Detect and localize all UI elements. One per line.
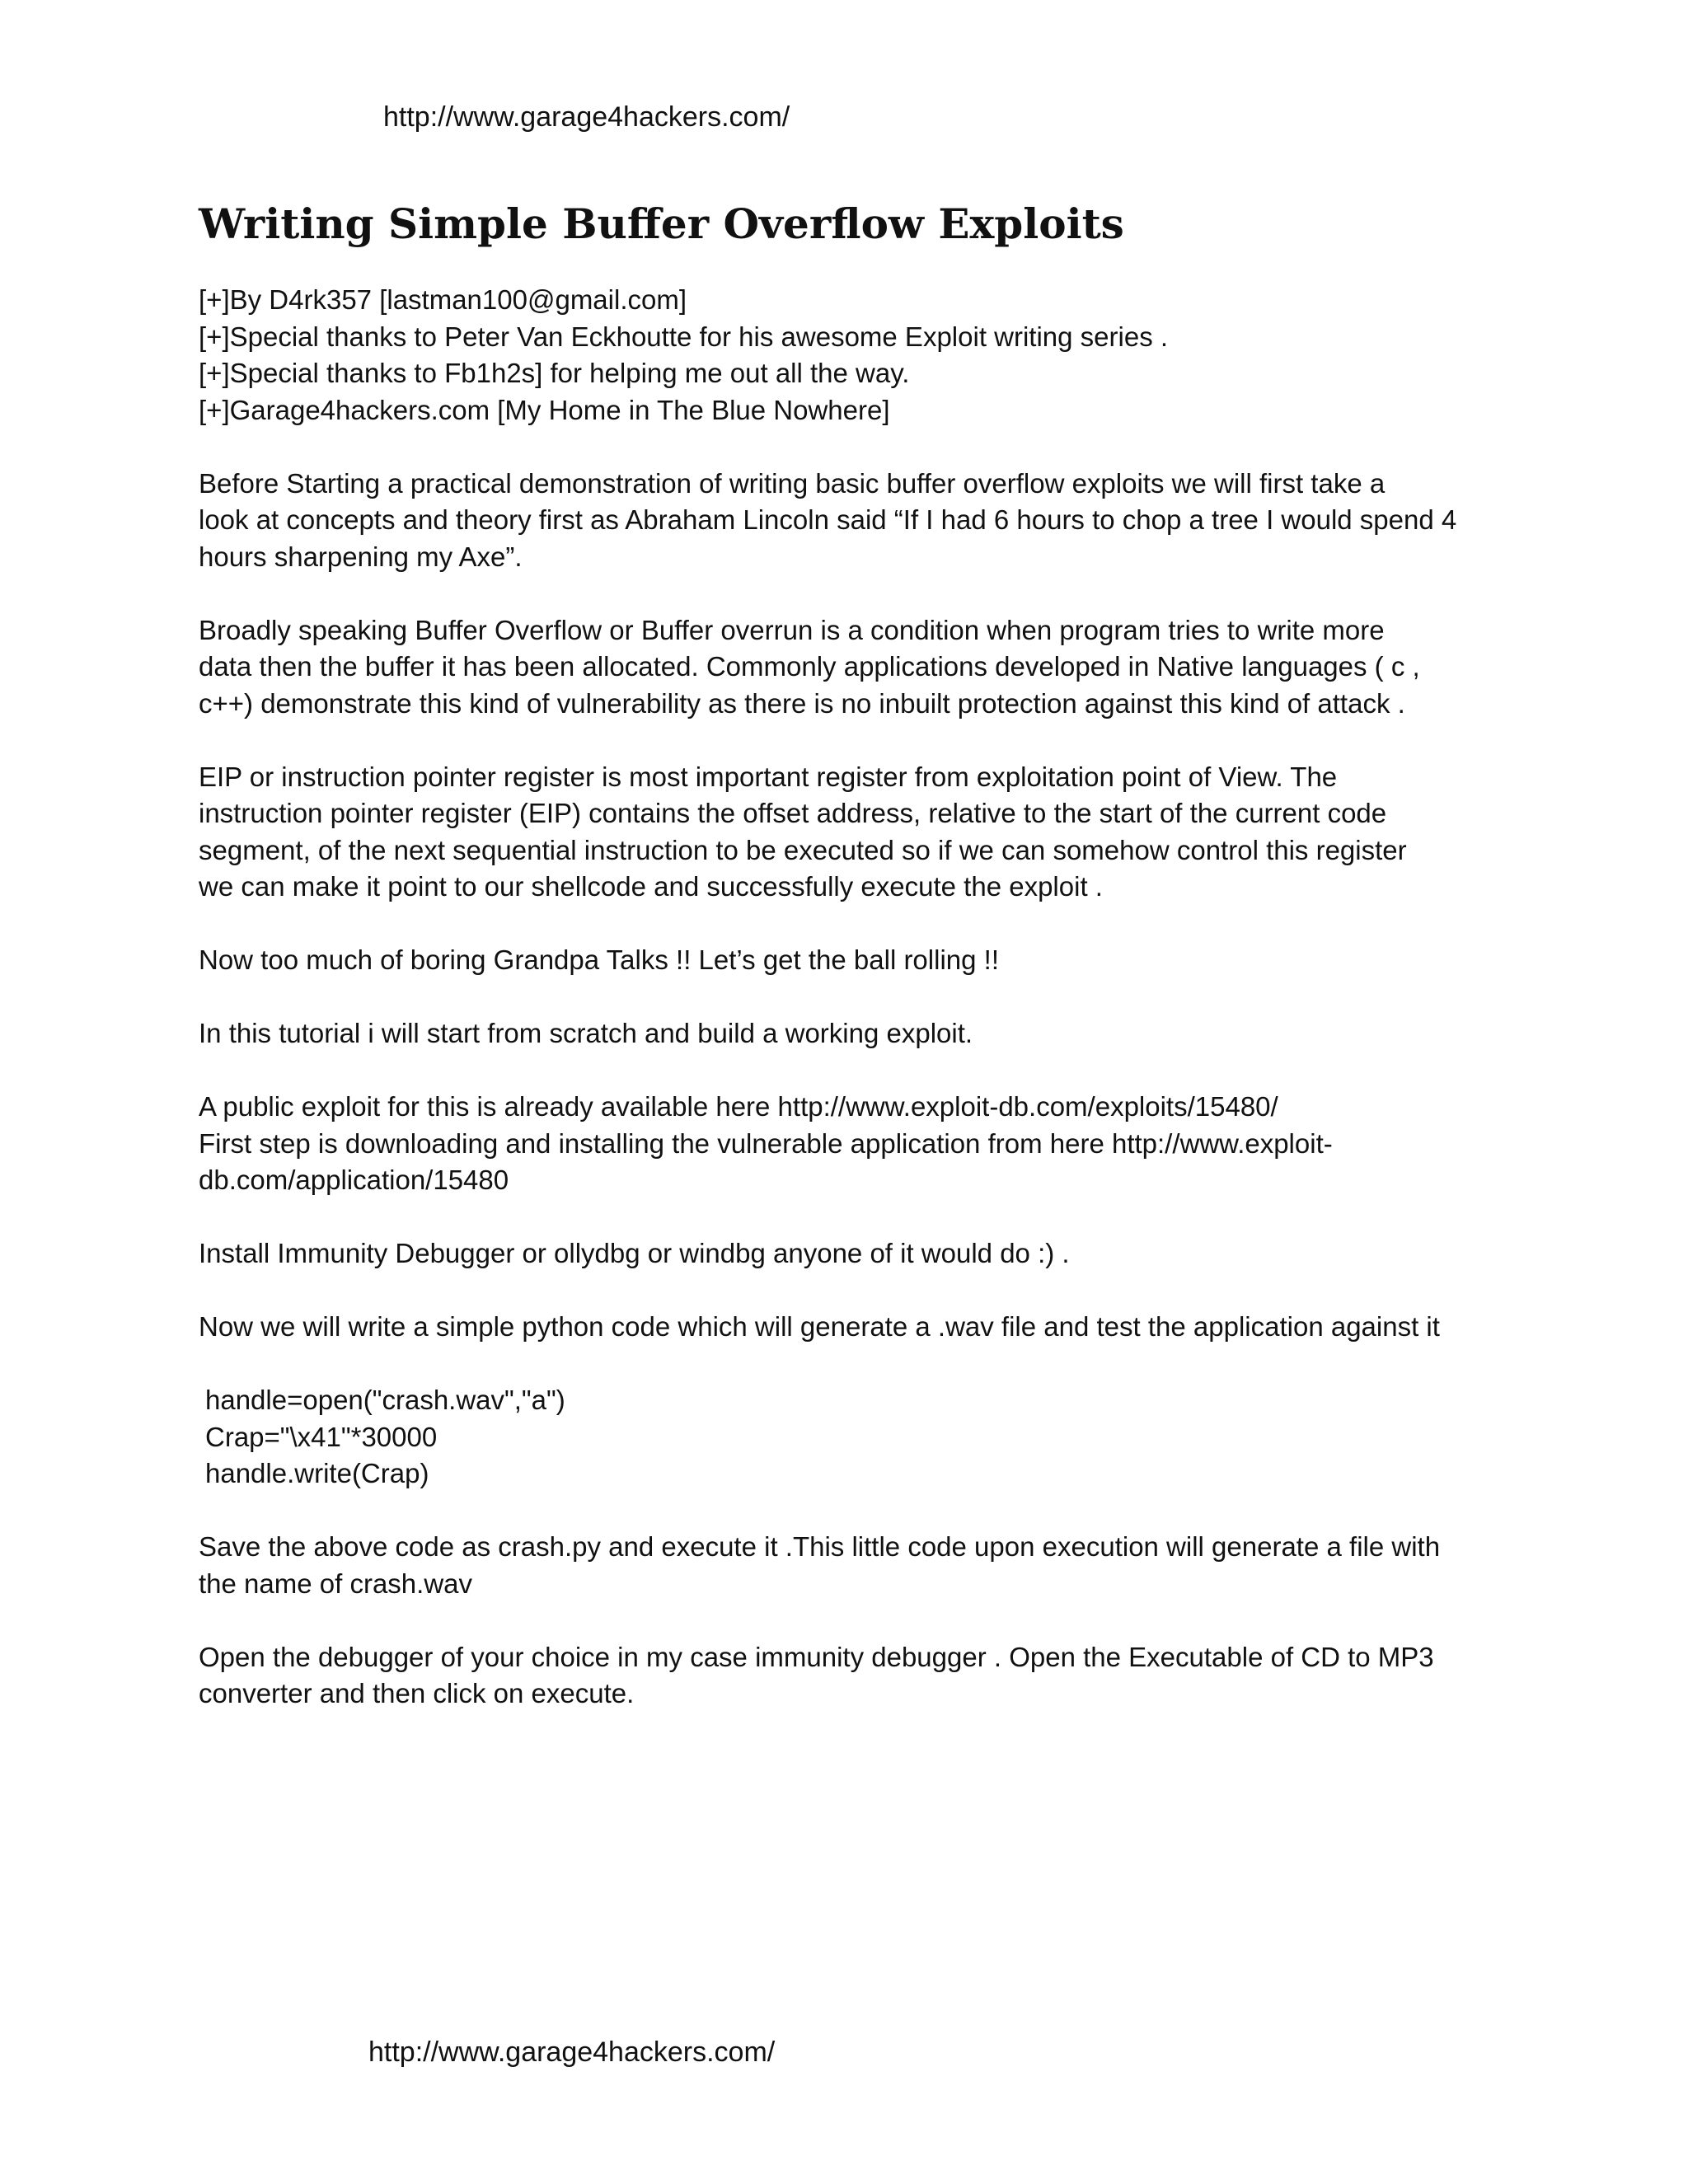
text-line: A public exploit for this is already available here http://www.exploit-db.com/exploits/15480/ [199,1091,1278,1122]
text-line: we can make it point to our shellcode and successfully execute the exploit . [199,871,1103,902]
paragraph-tutorial [199,1015,1513,1052]
text-line: Now too much of boring Grandpa Talks !! Let’s get the ball rolling !! [199,944,999,975]
text-line: db.com/application/15480 [199,1165,509,1195]
document-title: Writing Simple Buffer Overflow Exploits [199,199,1124,248]
paragraph-open-debugger [199,1639,1513,1713]
text-line: hours sharpening my Axe”. [199,541,523,572]
paragraph-public-exploit [199,1089,1513,1199]
text-line: Save the above code as crash.py and execute it .This little code upon execution will generate a file with [199,1531,1441,1562]
paragraph-definition [199,612,1513,723]
text-line: look at concepts and theory first as Abraham Lincoln said “If I had 6 hours to chop a tree I would spend 4 [199,504,1457,535]
paragraph-save-code [199,1529,1513,1602]
code-line: Crap="\x41"*30000 [205,1421,438,1452]
text-line: EIP or instruction pointer register is most important register from exploitation point of View. The [199,761,1338,792]
credit-line: [+]Garage4hackers.com [My Home in The Blue Nowhere] [199,394,890,425]
code-line: handle=open("crash.wav","a") [205,1385,565,1415]
paragraph-python [199,1309,1513,1346]
text-line: instruction pointer register (EIP) contains the offset address, relative to the start of the current code [199,798,1387,828]
text-line: segment, of the next sequential instruction to be executed so if we can somehow control this register [199,834,1407,865]
credit-line: [+]Special thanks to Fb1h2s] for helping me out all the way. [199,358,910,388]
header-url: http://www.garage4hackers.com/ [383,101,790,133]
credit-line: [+]Special thanks to Peter Van Eckhoutte for his awesome Exploit writing series . [199,321,1169,352]
text-line: First step is downloading and installing the vulnerable application from here http://www.exploit- [199,1127,1333,1159]
text-line: the name of crash.wav [199,1568,472,1599]
document-body [199,194,1513,1749]
text-line: Install Immunity Debugger or ollydbg or windbg anyone of it would do :) . [199,1238,1070,1268]
paragraph-grandpa [199,942,1513,979]
text-line: c++) demonstrate this kind of vulnerability as there is no inbuilt protection against this kind of attack . [199,687,1405,719]
text-line: Now we will write a simple python code which will generate a .wav file and test the application against it [199,1311,1440,1342]
paragraph-intro [199,466,1513,576]
text-line: In this tutorial i will start from scratch and build a working exploit. [199,1018,973,1048]
paragraph-debugger [199,1235,1513,1272]
footer-url: http://www.garage4hackers.com/ [368,2036,776,2068]
code-block [199,1382,1513,1493]
text-line: Broadly speaking Buffer Overflow or Buffer overrun is a condition when program tries to write more [199,614,1385,645]
credit-line: [+]By D4rk357 [lastman100@gmail.com] [199,284,687,315]
text-line: Before Starting a practical demonstration of writing basic buffer overflow exploits we will first take a [199,467,1386,499]
text-line: data then the buffer it has been allocated. Commonly applications developed in Native languages ( c , [199,651,1420,682]
paragraph-eip [199,759,1513,906]
code-line: handle.write(Crap) [205,1458,429,1488]
credits-block [199,282,1513,429]
text-line: converter and then click on execute. [199,1678,635,1708]
text-line: Open the debugger of your choice in my case immunity debugger . Open the Executable of CD to MP3 [199,1641,1434,1672]
